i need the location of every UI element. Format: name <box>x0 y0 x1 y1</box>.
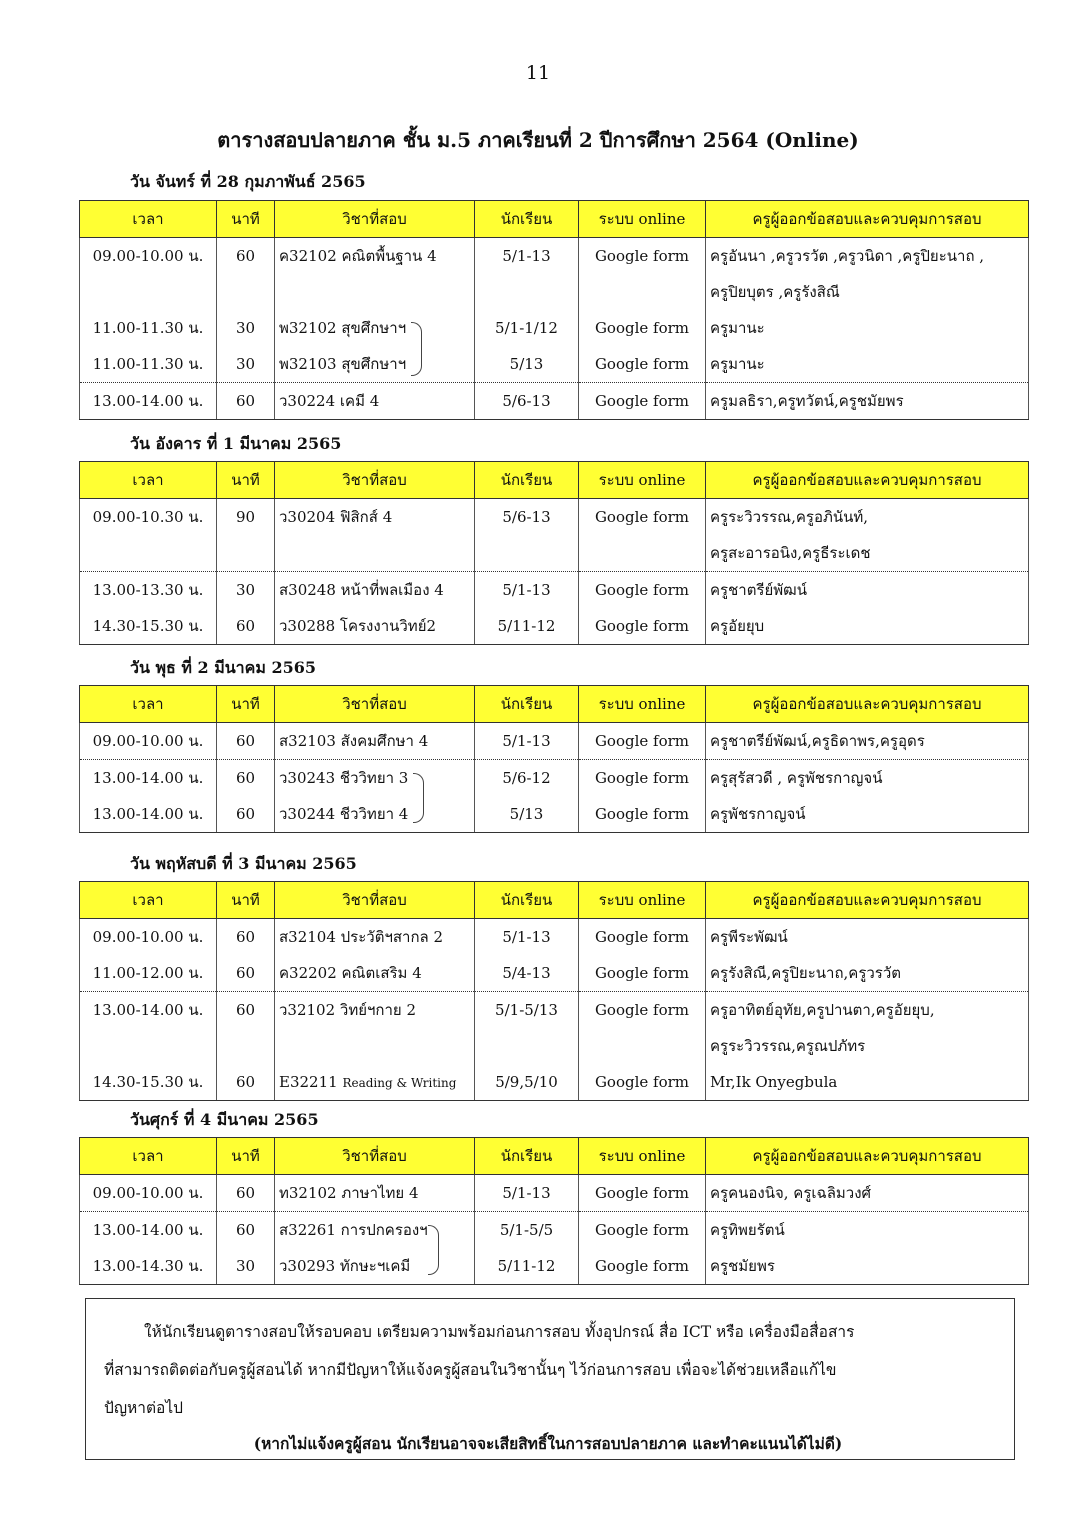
cell-teachers: ครูมานะ <box>706 310 1029 346</box>
cell-system: Google form <box>579 760 706 797</box>
cell-subject: ค32102 คณิตพื้นฐาน 4 <box>275 238 475 275</box>
cell-minutes: 60 <box>217 1175 275 1212</box>
table-row <box>80 919 1029 956</box>
cell-subject: ว32102 วิทย์ฯกาย 2 <box>275 992 475 1029</box>
cell-subject: ว30288 โครงงานวิทย์2 <box>275 608 475 645</box>
cell-system: Google form <box>579 955 706 992</box>
cell-time: 13.00-14.30 น. <box>80 1248 217 1285</box>
table-row <box>80 955 1029 992</box>
cell-students: 5/1-1/12 <box>475 310 579 346</box>
cell-teachers: ครูมานะ <box>706 346 1029 383</box>
col-header-students: นักเรียน <box>475 462 579 499</box>
cell-minutes: 30 <box>217 572 275 609</box>
cell-time: 11.00-11.30 น. <box>80 346 217 383</box>
cell-subject: ว30244 ชีววิทยา 4 <box>275 796 475 833</box>
col-header-system: ระบบ online <box>579 462 706 499</box>
exam-table-thursday <box>79 881 1029 1101</box>
cell-system: Google form <box>579 723 706 760</box>
table-header-row <box>80 462 1029 499</box>
cell-time: 11.00-12.00 น. <box>80 955 217 992</box>
col-header-subject: วิชาที่สอบ <box>275 1138 475 1175</box>
cell-time: 13.00-14.00 น. <box>80 760 217 797</box>
notice-warning: (หากไม่แจ้งครูผู้สอน นักเรียนอาจจะเสียสิทธิ์ในการสอบปลายภาค และทำคะแนนได้ไม่ดี) <box>253 1434 843 1453</box>
cell-teachers: ครูรังสิณี,ครูปิยะนาถ,ครูวรวัต <box>706 955 1029 992</box>
table-row <box>80 346 1029 383</box>
cell-system: Google form <box>579 796 706 833</box>
cell-students: 5/1-5/5 <box>475 1212 579 1249</box>
cell-time: 09.00-10.30 น. <box>80 499 217 536</box>
table-row <box>80 499 1029 536</box>
table-row <box>80 274 1029 310</box>
cell-students: 5/11-12 <box>475 1248 579 1285</box>
exam-table-tuesday <box>79 461 1029 645</box>
day-heading-monday: วัน จันทร์ ที่ 28 กุมภาพันธ์ 2565 <box>130 172 366 191</box>
cell-system: Google form <box>579 499 706 536</box>
cell-system: Google form <box>579 919 706 956</box>
table-header-row <box>80 201 1029 238</box>
cell-minutes: 60 <box>217 796 275 833</box>
table-row <box>80 572 1029 609</box>
col-header-minutes: นาที <box>217 1138 275 1175</box>
col-header-subject: วิชาที่สอบ <box>275 882 475 919</box>
cell-minutes: 60 <box>217 723 275 760</box>
col-header-system: ระบบ online <box>579 1138 706 1175</box>
cell-minutes: 60 <box>217 608 275 645</box>
table-row <box>80 1212 1029 1249</box>
col-header-subject: วิชาที่สอบ <box>275 201 475 238</box>
cell-minutes: 60 <box>217 955 275 992</box>
table-header-row <box>80 1138 1029 1175</box>
cell-students: 5/6-13 <box>475 383 579 420</box>
table-header-row <box>80 686 1029 723</box>
col-header-time: เวลา <box>80 882 217 919</box>
cell-teachers: ครูพีระพัฒน์ <box>706 919 1029 956</box>
col-header-minutes: นาที <box>217 686 275 723</box>
cell-teachers: ครูปิยบุตร ,ครูรังสิณี <box>706 274 1029 310</box>
cell-teachers: ครูพัชรกาญจน์ <box>706 796 1029 833</box>
group-bracket <box>413 773 424 823</box>
exam-table-monday <box>79 200 1029 420</box>
col-header-time: เวลา <box>80 686 217 723</box>
cell-teachers: ครูมลธิรา,ครูทวัตน์,ครูชมัยพร <box>706 383 1029 420</box>
cell-teachers: ครูสุรัสวดี , ครูพัชรกาญจน์ <box>706 760 1029 797</box>
day-heading-thursday: วัน พฤหัสบดี ที่ 3 มีนาคม 2565 <box>130 854 357 873</box>
col-header-minutes: นาที <box>217 201 275 238</box>
table-row <box>80 1064 1029 1101</box>
table-row <box>80 992 1029 1029</box>
col-header-teachers: ครูผู้ออกข้อสอบและควบคุมการสอบ <box>706 686 1029 723</box>
cell-students: 5/6-13 <box>475 499 579 536</box>
col-header-students: นักเรียน <box>475 686 579 723</box>
cell-subject: ส32104 ประวัติฯสากล 2 <box>275 919 475 956</box>
table-header-row <box>80 882 1029 919</box>
cell-time: 09.00-10.00 น. <box>80 919 217 956</box>
cell-teachers: ครูระวิวรรณ,ครูณปภัทร <box>706 1028 1029 1064</box>
cell-time: 09.00-10.00 น. <box>80 1175 217 1212</box>
cell-system: Google form <box>579 383 706 420</box>
cell-teachers: ครูระวิวรรณ,ครูอภินันท์, <box>706 499 1029 536</box>
cell-subject: ส30248 หน้าที่พลเมือง 4 <box>275 572 475 609</box>
cell-teachers: ครูชาตรีย์พัฒน์,ครูธิดาพร,ครูอุดร <box>706 723 1029 760</box>
col-header-subject: วิชาที่สอบ <box>275 462 475 499</box>
cell-students: 5/6-12 <box>475 760 579 797</box>
table-row <box>80 760 1029 797</box>
cell-teachers: ครูชมัยพร <box>706 1248 1029 1285</box>
cell-time: 09.00-10.00 น. <box>80 238 217 275</box>
cell-subject: ส32103 สังคมศึกษา 4 <box>275 723 475 760</box>
table-row <box>80 796 1029 833</box>
col-header-teachers: ครูผู้ออกข้อสอบและควบคุมการสอบ <box>706 1138 1029 1175</box>
notice-line-1: ให้นักเรียนดูตารางสอบให้รอบคอบ เตรียมความพร้อมก่อนการสอบ ทั้งอุปกรณ์ สื่อ ICT หรือ เครื่องมือสื่อสาร <box>144 1323 855 1341</box>
cell-students: 5/11-12 <box>475 608 579 645</box>
cell-system: Google form <box>579 1212 706 1249</box>
cell-subject: ว30224 เคมี 4 <box>275 383 475 420</box>
table-row <box>80 1175 1029 1212</box>
page-number: 11 <box>525 62 551 84</box>
cell-subject: ส32261 การปกครองฯ <box>275 1212 475 1249</box>
col-header-subject: วิชาที่สอบ <box>275 686 475 723</box>
cell-teachers: ครูคนองนิจ, ครูเฉลิมวงศ์ <box>706 1175 1029 1212</box>
cell-minutes: 30 <box>217 1248 275 1285</box>
exam-table-friday <box>79 1137 1029 1285</box>
cell-minutes: 60 <box>217 1064 275 1101</box>
cell-system: Google form <box>579 238 706 275</box>
cell-teachers: ครูอันนา ,ครูวรวัต ,ครูวนิดา ,ครูปิยะนาถ , <box>706 238 1029 275</box>
cell-system: Google form <box>579 992 706 1029</box>
cell-students: 5/9,5/10 <box>475 1064 579 1101</box>
cell-subject: E32211 Reading & Writing <box>275 1064 475 1101</box>
day-heading-tuesday: วัน อังคาร ที่ 1 มีนาคม 2565 <box>130 434 342 453</box>
cell-subject: พ32102 สุขศึกษาฯ <box>275 310 475 346</box>
exam-table-wednesday <box>79 685 1029 833</box>
cell-students: 5/1-13 <box>475 723 579 760</box>
group-bracket <box>428 1225 439 1275</box>
table-row <box>80 535 1029 572</box>
notice-box <box>85 1298 1015 1460</box>
cell-system: Google form <box>579 572 706 609</box>
cell-system: Google form <box>579 1175 706 1212</box>
day-heading-friday: วันศุกร์ ที่ 4 มีนาคม 2565 <box>130 1110 319 1129</box>
col-header-system: ระบบ online <box>579 882 706 919</box>
cell-time: 13.00-13.30 น. <box>80 572 217 609</box>
cell-subject: ว30243 ชีววิทยา 3 <box>275 760 475 797</box>
cell-students: 5/1-13 <box>475 919 579 956</box>
cell-minutes: 60 <box>217 760 275 797</box>
table-row <box>80 723 1029 760</box>
col-header-students: นักเรียน <box>475 882 579 919</box>
day-heading-wednesday: วัน พุธ ที่ 2 มีนาคม 2565 <box>130 658 317 677</box>
subject-subtitle: Reading & Writing <box>342 1076 457 1090</box>
cell-subject: ว30293 ทักษะฯเคมี <box>275 1248 475 1285</box>
col-header-students: นักเรียน <box>475 201 579 238</box>
cell-minutes: 60 <box>217 383 275 420</box>
cell-teachers: ครูทิพยรัตน์ <box>706 1212 1029 1249</box>
col-header-teachers: ครูผู้ออกข้อสอบและควบคุมการสอบ <box>706 201 1029 238</box>
cell-minutes: 60 <box>217 992 275 1029</box>
col-header-time: เวลา <box>80 201 217 238</box>
col-header-system: ระบบ online <box>579 686 706 723</box>
cell-minutes: 90 <box>217 499 275 536</box>
cell-minutes: 60 <box>217 1212 275 1249</box>
cell-minutes: 30 <box>217 346 275 383</box>
col-header-minutes: นาที <box>217 882 275 919</box>
document-title: ตารางสอบปลายภาค ชั้น ม.5 ภาคเรียนที่ 2 ปีการศึกษา 2564 (Online) <box>217 128 859 152</box>
cell-subject: ค32202 คณิตเสริม 4 <box>275 955 475 992</box>
col-header-time: เวลา <box>80 1138 217 1175</box>
table-row <box>80 238 1029 275</box>
table-row <box>80 1248 1029 1285</box>
col-header-students: นักเรียน <box>475 1138 579 1175</box>
cell-teachers: ครูชาตรีย์พัฒน์ <box>706 572 1029 609</box>
table-row <box>80 1028 1029 1064</box>
cell-students: 5/1-13 <box>475 1175 579 1212</box>
cell-minutes: 60 <box>217 238 275 275</box>
cell-system: Google form <box>579 608 706 645</box>
cell-system: Google form <box>579 310 706 346</box>
cell-students: 5/13 <box>475 796 579 833</box>
cell-students: 5/1-13 <box>475 238 579 275</box>
notice-line-3: ปัญหาต่อไป <box>104 1399 183 1417</box>
cell-teachers: ครูอาทิตย์อุทัย,ครูปานตา,ครูอัยยุบ, <box>706 992 1029 1029</box>
cell-time: 13.00-14.00 น. <box>80 796 217 833</box>
cell-time: 11.00-11.30 น. <box>80 310 217 346</box>
col-header-teachers: ครูผู้ออกข้อสอบและควบคุมการสอบ <box>706 462 1029 499</box>
cell-students: 5/4-13 <box>475 955 579 992</box>
col-header-time: เวลา <box>80 462 217 499</box>
group-bracket <box>411 322 422 376</box>
col-header-system: ระบบ online <box>579 201 706 238</box>
col-header-teachers: ครูผู้ออกข้อสอบและควบคุมการสอบ <box>706 882 1029 919</box>
cell-teachers: ครูอัยยุบ <box>706 608 1029 645</box>
cell-system: Google form <box>579 346 706 383</box>
cell-subject: พ32103 สุขศึกษาฯ <box>275 346 475 383</box>
cell-time: 14.30-15.30 น. <box>80 608 217 645</box>
cell-minutes: 60 <box>217 919 275 956</box>
cell-teachers: Mr,Ik Onyegbula <box>706 1064 1029 1101</box>
col-header-minutes: นาที <box>217 462 275 499</box>
cell-system: Google form <box>579 1064 706 1101</box>
cell-time: 09.00-10.00 น. <box>80 723 217 760</box>
cell-time: 14.30-15.30 น. <box>80 1064 217 1101</box>
cell-students: 5/13 <box>475 346 579 383</box>
table-row <box>80 310 1029 346</box>
cell-minutes: 30 <box>217 310 275 346</box>
cell-subject: ท32102 ภาษาไทย 4 <box>275 1175 475 1212</box>
cell-system: Google form <box>579 1248 706 1285</box>
notice-line-2: ที่สามารถติดต่อกับครูผู้สอนได้ หากมีปัญหาให้แจ้งครูผู้สอนในวิชานั้นๆ ไว้ก่อนการสอบ เพื่อจะได้ช่วยเหลือแก้ไข <box>104 1361 837 1379</box>
cell-subject: ว30204 ฟิสิกส์ 4 <box>275 499 475 536</box>
cell-time: 13.00-14.00 น. <box>80 383 217 420</box>
table-row <box>80 608 1029 645</box>
cell-time: 13.00-14.00 น. <box>80 992 217 1029</box>
table-row <box>80 383 1029 420</box>
cell-time: 13.00-14.00 น. <box>80 1212 217 1249</box>
cell-students: 5/1-13 <box>475 572 579 609</box>
cell-students: 5/1-5/13 <box>475 992 579 1029</box>
cell-teachers: ครูสะอารอนิง,ครูธีระเดช <box>706 535 1029 572</box>
